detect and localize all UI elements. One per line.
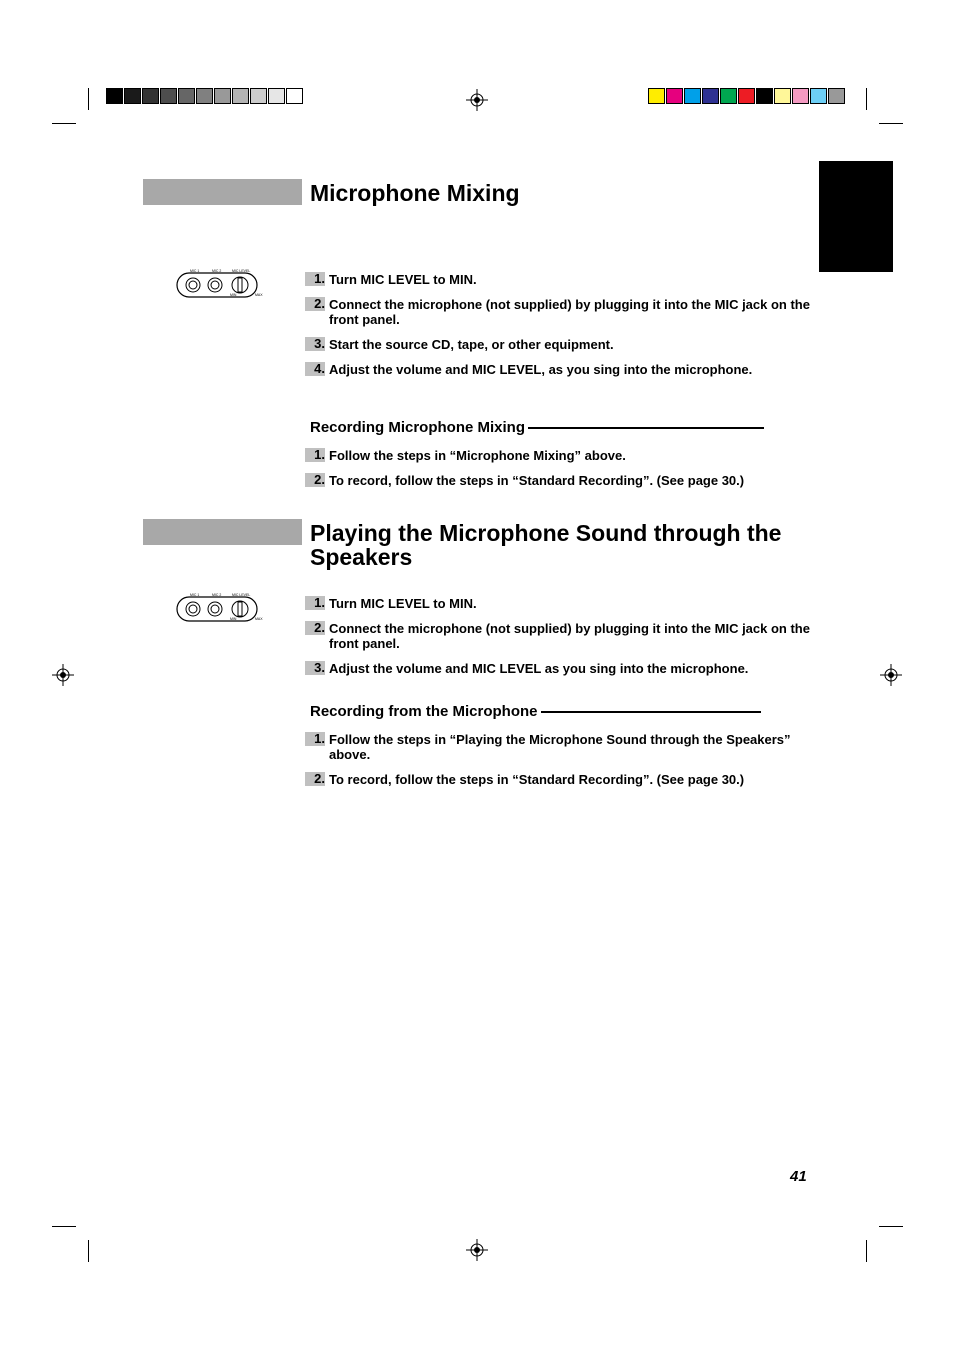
- mic-jack-panel-icon: [176, 591, 264, 625]
- svg-text:MIN: MIN: [230, 293, 237, 297]
- color-swatch: [666, 88, 683, 104]
- step-text: To record, follow the steps in “Standard Recording”. (See page 30.): [329, 772, 745, 787]
- step-number: 1.: [305, 448, 325, 462]
- color-swatch: [774, 88, 791, 104]
- step-text: Start the source CD, tape, or other equipment.: [329, 337, 614, 352]
- list-item: [305, 732, 815, 762]
- step-text: Connect the microphone (not supplied) by plugging it into the MIC jack on the front panel.: [329, 621, 810, 651]
- step-number: 2.: [305, 473, 325, 487]
- svg-text:MIC LEVEL: MIC LEVEL: [232, 269, 251, 273]
- step-number: 3.: [305, 337, 325, 351]
- registration-mark-icon: [466, 1239, 488, 1261]
- step-text: Adjust the volume and MIC LEVEL as you sing into the microphone.: [329, 661, 749, 676]
- list-item: [305, 272, 815, 287]
- step-text: To record, follow the steps in “Standard Recording”. (See page 30.): [329, 473, 745, 488]
- crop-mark: [88, 1240, 89, 1262]
- step-number: 2.: [305, 621, 325, 635]
- svg-text:MIC 2: MIC 2: [212, 269, 222, 273]
- step-text: Adjust the volume and MIC LEVEL, as you sing into the microphone.: [329, 362, 753, 377]
- subsection-title: [310, 419, 764, 437]
- registration-mark-icon: [466, 89, 488, 111]
- svg-text:MIN: MIN: [230, 617, 237, 621]
- step-text: Follow the steps in “Playing the Microphone Sound through the Speakers” above.: [329, 732, 791, 762]
- step-number: 2.: [305, 297, 325, 311]
- list-item: [305, 621, 815, 651]
- color-swatch: [268, 88, 285, 104]
- color-swatch: [214, 88, 231, 104]
- step-list: [305, 596, 815, 676]
- step-number: 3.: [305, 661, 325, 675]
- gray-calibration-bar: [106, 88, 304, 104]
- crop-mark: [866, 88, 867, 110]
- color-swatch: [106, 88, 123, 104]
- color-swatch: [250, 88, 267, 104]
- list-item: [305, 362, 815, 377]
- color-swatch: [828, 88, 845, 104]
- svg-text:MAX: MAX: [255, 617, 263, 621]
- svg-text:MIC 2: MIC 2: [212, 593, 222, 597]
- list-item: [305, 448, 815, 463]
- crop-mark: [879, 1226, 903, 1227]
- color-swatch: [720, 88, 737, 104]
- svg-text:MAX: MAX: [255, 293, 263, 297]
- section-header-bar: [143, 179, 302, 205]
- step-number: 1.: [305, 272, 325, 286]
- title-rule: [541, 711, 761, 713]
- color-swatch: [196, 88, 213, 104]
- crop-mark: [52, 123, 76, 124]
- step-list: [305, 272, 815, 377]
- crop-mark: [866, 1240, 867, 1262]
- list-item: [305, 337, 815, 352]
- step-text: Turn MIC LEVEL to MIN.: [329, 596, 477, 611]
- color-swatch: [232, 88, 249, 104]
- section-title: Microphone Mixing: [310, 180, 520, 206]
- title-rule: [528, 427, 764, 429]
- language-tab: [819, 161, 893, 272]
- step-list: [305, 448, 815, 488]
- color-swatch: [124, 88, 141, 104]
- step-number: 2.: [305, 772, 325, 786]
- crop-mark: [879, 123, 903, 124]
- crop-mark: [52, 1226, 76, 1227]
- list-item: [305, 772, 815, 787]
- svg-text:MIC 1: MIC 1: [190, 593, 200, 597]
- registration-mark-icon: [880, 664, 902, 686]
- section-header-bar: [143, 519, 302, 545]
- color-swatch: [684, 88, 701, 104]
- subsection-title-text: Recording Microphone Mixing: [310, 419, 526, 436]
- svg-text:MIC LEVEL: MIC LEVEL: [232, 593, 251, 597]
- color-swatch: [178, 88, 195, 104]
- svg-text:MIC 1: MIC 1: [190, 269, 200, 273]
- color-swatch: [756, 88, 773, 104]
- step-text: Follow the steps in “Microphone Mixing” above.: [329, 448, 626, 463]
- color-swatch: [286, 88, 303, 104]
- color-swatch: [648, 88, 665, 104]
- page-number: 41: [790, 1168, 807, 1185]
- color-swatch: [792, 88, 809, 104]
- color-swatch: [738, 88, 755, 104]
- color-swatch: [810, 88, 827, 104]
- step-number: 1.: [305, 732, 325, 746]
- registration-mark-icon: [52, 664, 74, 686]
- crop-mark: [88, 88, 89, 110]
- color-swatch: [160, 88, 177, 104]
- step-number: 1.: [305, 596, 325, 610]
- step-list: [305, 732, 815, 787]
- list-item: [305, 473, 815, 488]
- subsection-title-text: Recording from the Microphone: [310, 703, 538, 720]
- color-swatch: [142, 88, 159, 104]
- list-item: [305, 297, 815, 327]
- list-item: [305, 596, 815, 611]
- mic-jack-panel-icon: [176, 267, 264, 301]
- subsection-title: [310, 703, 761, 721]
- step-text: Turn MIC LEVEL to MIN.: [329, 272, 477, 287]
- color-calibration-bar: [648, 88, 846, 104]
- step-number: 4.: [305, 362, 325, 376]
- step-text: Connect the microphone (not supplied) by plugging it into the MIC jack on the front panel.: [329, 297, 810, 327]
- color-swatch: [702, 88, 719, 104]
- section-title: Playing the Microphone Sound through the Speakers: [310, 520, 782, 570]
- list-item: [305, 661, 815, 676]
